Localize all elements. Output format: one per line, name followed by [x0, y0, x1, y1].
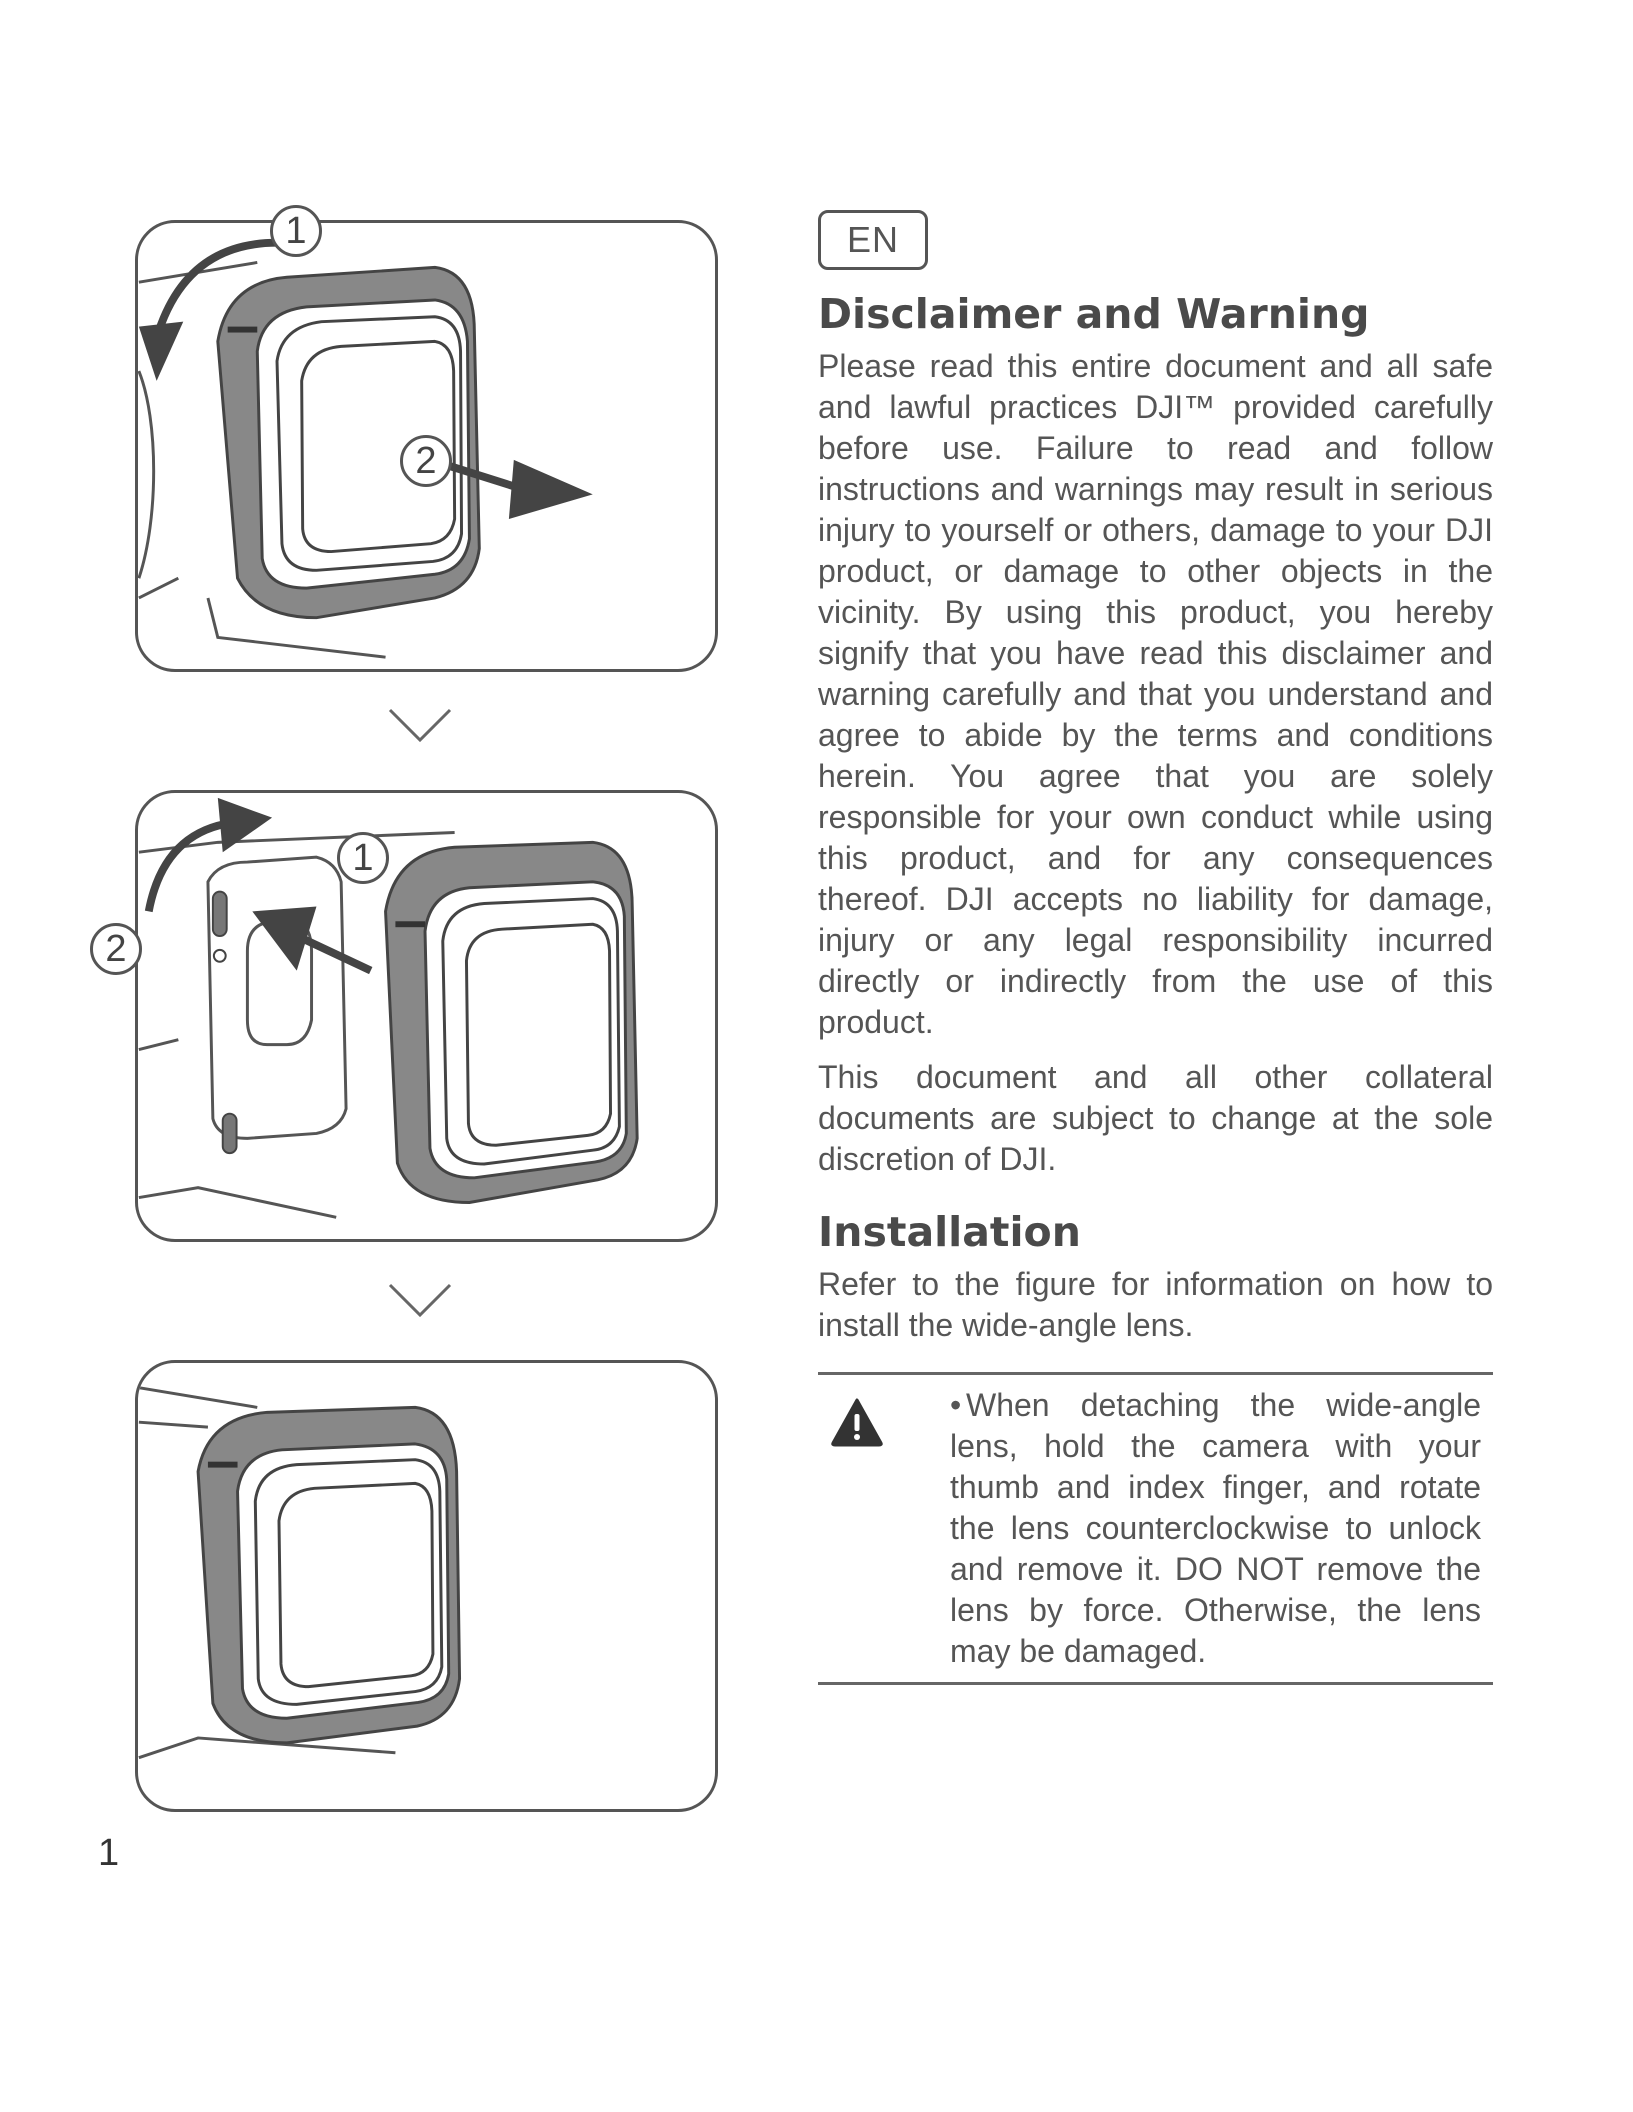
warning-triangle-icon — [830, 1397, 884, 1447]
installed-lens-illustration — [138, 1363, 715, 1809]
attach-lens-illustration — [138, 793, 715, 1239]
step-number: 1 — [270, 205, 322, 257]
warning-bullet: • — [950, 1387, 962, 1423]
warning-text-content: When detaching the wide-angle lens, hold the camera with your thumb and index finger, and rotate the lens counterclockwise to unlock and remove it. DO NOT remove the lens by force. Otherwise, the lens may be damaged. — [950, 1387, 1481, 1669]
chevron-down-icon — [385, 705, 455, 745]
step-number: 2 — [90, 923, 142, 975]
language-badge: EN — [818, 210, 928, 270]
disclaimer-heading: Disclaimer and Warning — [818, 290, 1370, 338]
step-number: 1 — [337, 832, 389, 884]
installation-paragraph: Refer to the figure for information on how to install the wide-angle lens. — [818, 1266, 1493, 1343]
page-number: 1 — [98, 1832, 120, 1874]
figure-attach-lens — [135, 790, 718, 1242]
chevron-down-icon — [385, 1280, 455, 1320]
warning-icon-wrapper — [818, 1385, 950, 1672]
figure-lens-installed — [135, 1360, 718, 1812]
warning-text — [950, 1385, 1493, 1672]
text-column — [818, 210, 1493, 1685]
warning-note — [818, 1372, 1493, 1685]
disclaimer-paragraph: This document and all other collateral documents are subject to change at the sole discretion of DJI. — [818, 1059, 1493, 1177]
disclaimer-paragraph: Please read this entire document and all safe and lawful practices DJI™ provided carefully before use. Failure to read and follow instructions and warnings may result in serious injury to yourself or others, damage to your DJI product, or damage to other objects in the vicinity. By using this product, you hereby signify that you have read this disclaimer and warning carefully and that you understand and agree to abide by the terms and conditions herein. You agree that you are solely responsible for your own conduct while using this product, and for any consequences thereof. DJI accepts no liability for damage, injury or any legal responsibility incurred directly or indirectly from the use of this product. — [818, 348, 1493, 1040]
installation-heading: Installation — [818, 1208, 1081, 1256]
step-number: 2 — [400, 435, 452, 487]
